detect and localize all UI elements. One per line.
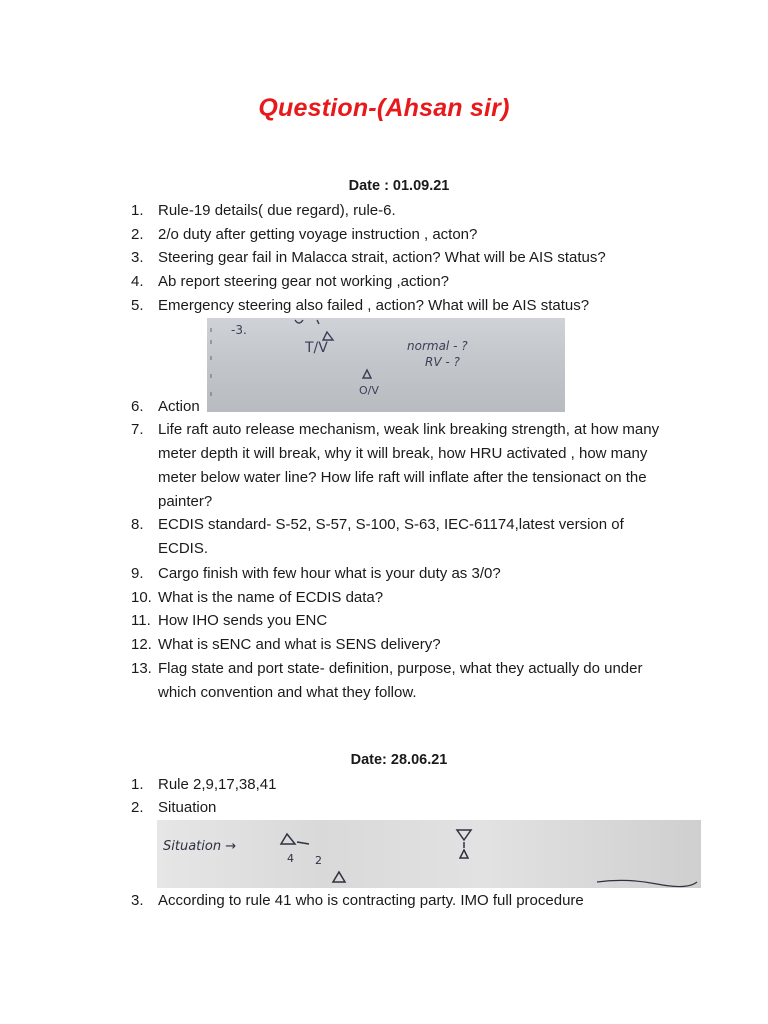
- list-item: [131, 889, 671, 913]
- item-number: 13.: [131, 660, 152, 677]
- item-number: 11.: [131, 612, 151, 629]
- list-item: [131, 657, 671, 705]
- item-text: Ab report steering gear not working ,action?: [158, 273, 449, 290]
- list-item: [131, 633, 671, 657]
- list-item: [131, 223, 671, 247]
- item-number: 2.: [131, 226, 144, 243]
- item-text: According to rule 41 who is contracting party. IMO full procedure: [158, 892, 584, 909]
- sketch-label: normal - ?: [407, 339, 468, 353]
- list-item: [131, 586, 671, 610]
- handwritten-situation-photo: [157, 820, 701, 888]
- list-item: [131, 270, 671, 294]
- item-number: 3.: [131, 892, 144, 909]
- sketch-label: RV - ?: [425, 355, 460, 369]
- item-text: Rule 2,9,17,38,41: [158, 776, 277, 793]
- item-number: 4.: [131, 273, 144, 290]
- item-text: ECDIS standard- S-52, S-57, S-100, S-63, IEC-61174,latest version of ECDIS.: [158, 516, 624, 557]
- list-item: [131, 562, 671, 586]
- item-number: 12.: [131, 636, 152, 653]
- list-item: [131, 294, 671, 318]
- list-item: [131, 609, 671, 633]
- item-text: Action: [158, 398, 200, 415]
- list-item: [131, 246, 671, 270]
- list-item: [131, 773, 671, 797]
- item-number: 1.: [131, 776, 144, 793]
- section-date-2: Date: 28.06.21: [350, 752, 448, 768]
- list-item: [131, 418, 666, 514]
- list-item: [131, 513, 651, 561]
- sketch-label: 2: [315, 854, 322, 867]
- item-number: 8.: [131, 516, 144, 533]
- item-number: 9.: [131, 565, 144, 582]
- item-number: 6.: [131, 398, 144, 415]
- item-text: How IHO sends you ENC: [158, 612, 328, 629]
- item-text: What is the name of ECDIS data?: [158, 589, 384, 606]
- item-text: Emergency steering also failed , action? What will be AIS status?: [158, 297, 590, 314]
- sketch-label: -3.: [231, 323, 247, 337]
- item-number: 2.: [131, 799, 144, 816]
- item-text: Flag state and port state- definition, purpose, what they actually do under which convention and what they follow.: [158, 660, 643, 701]
- item-number: 5.: [131, 297, 144, 314]
- item-number: 10.: [131, 589, 152, 606]
- situation-drawing: [157, 820, 701, 888]
- list-item: [131, 796, 671, 820]
- sketch-label: T/V: [305, 340, 328, 356]
- item-text: 2/o duty after getting voyage instruction , acton?: [158, 226, 478, 243]
- item-text: Rule-19 details( due regard), rule-6.: [158, 202, 396, 219]
- item-text: Steering gear fail in Malacca strait, action? What will be AIS status?: [158, 249, 606, 266]
- list-item: [131, 199, 671, 223]
- section-date-1: Date : 01.09.21: [348, 178, 450, 194]
- sketch-label: O/V: [359, 384, 379, 397]
- sketch-label: Situation →: [163, 839, 237, 854]
- item-number: 3.: [131, 249, 144, 266]
- sketch-label: 4: [287, 852, 294, 865]
- item-text: Life raft auto release mechanism, weak link breaking strength, at how many meter depth it will break, why it will break, how HRU activated , how many meter below water line? How life raft will inflate after the tensionact on the painter?: [158, 421, 660, 510]
- list-item: [131, 395, 671, 419]
- item-text: Cargo finish with few hour what is your duty as 3/0?: [158, 565, 501, 582]
- item-number: 7.: [131, 421, 144, 438]
- item-number: 1.: [131, 202, 144, 219]
- item-text: Situation: [158, 799, 217, 816]
- page-title: Question-(Ahsan sir): [258, 94, 510, 122]
- item-text: What is sENC and what is SENS delivery?: [158, 636, 441, 653]
